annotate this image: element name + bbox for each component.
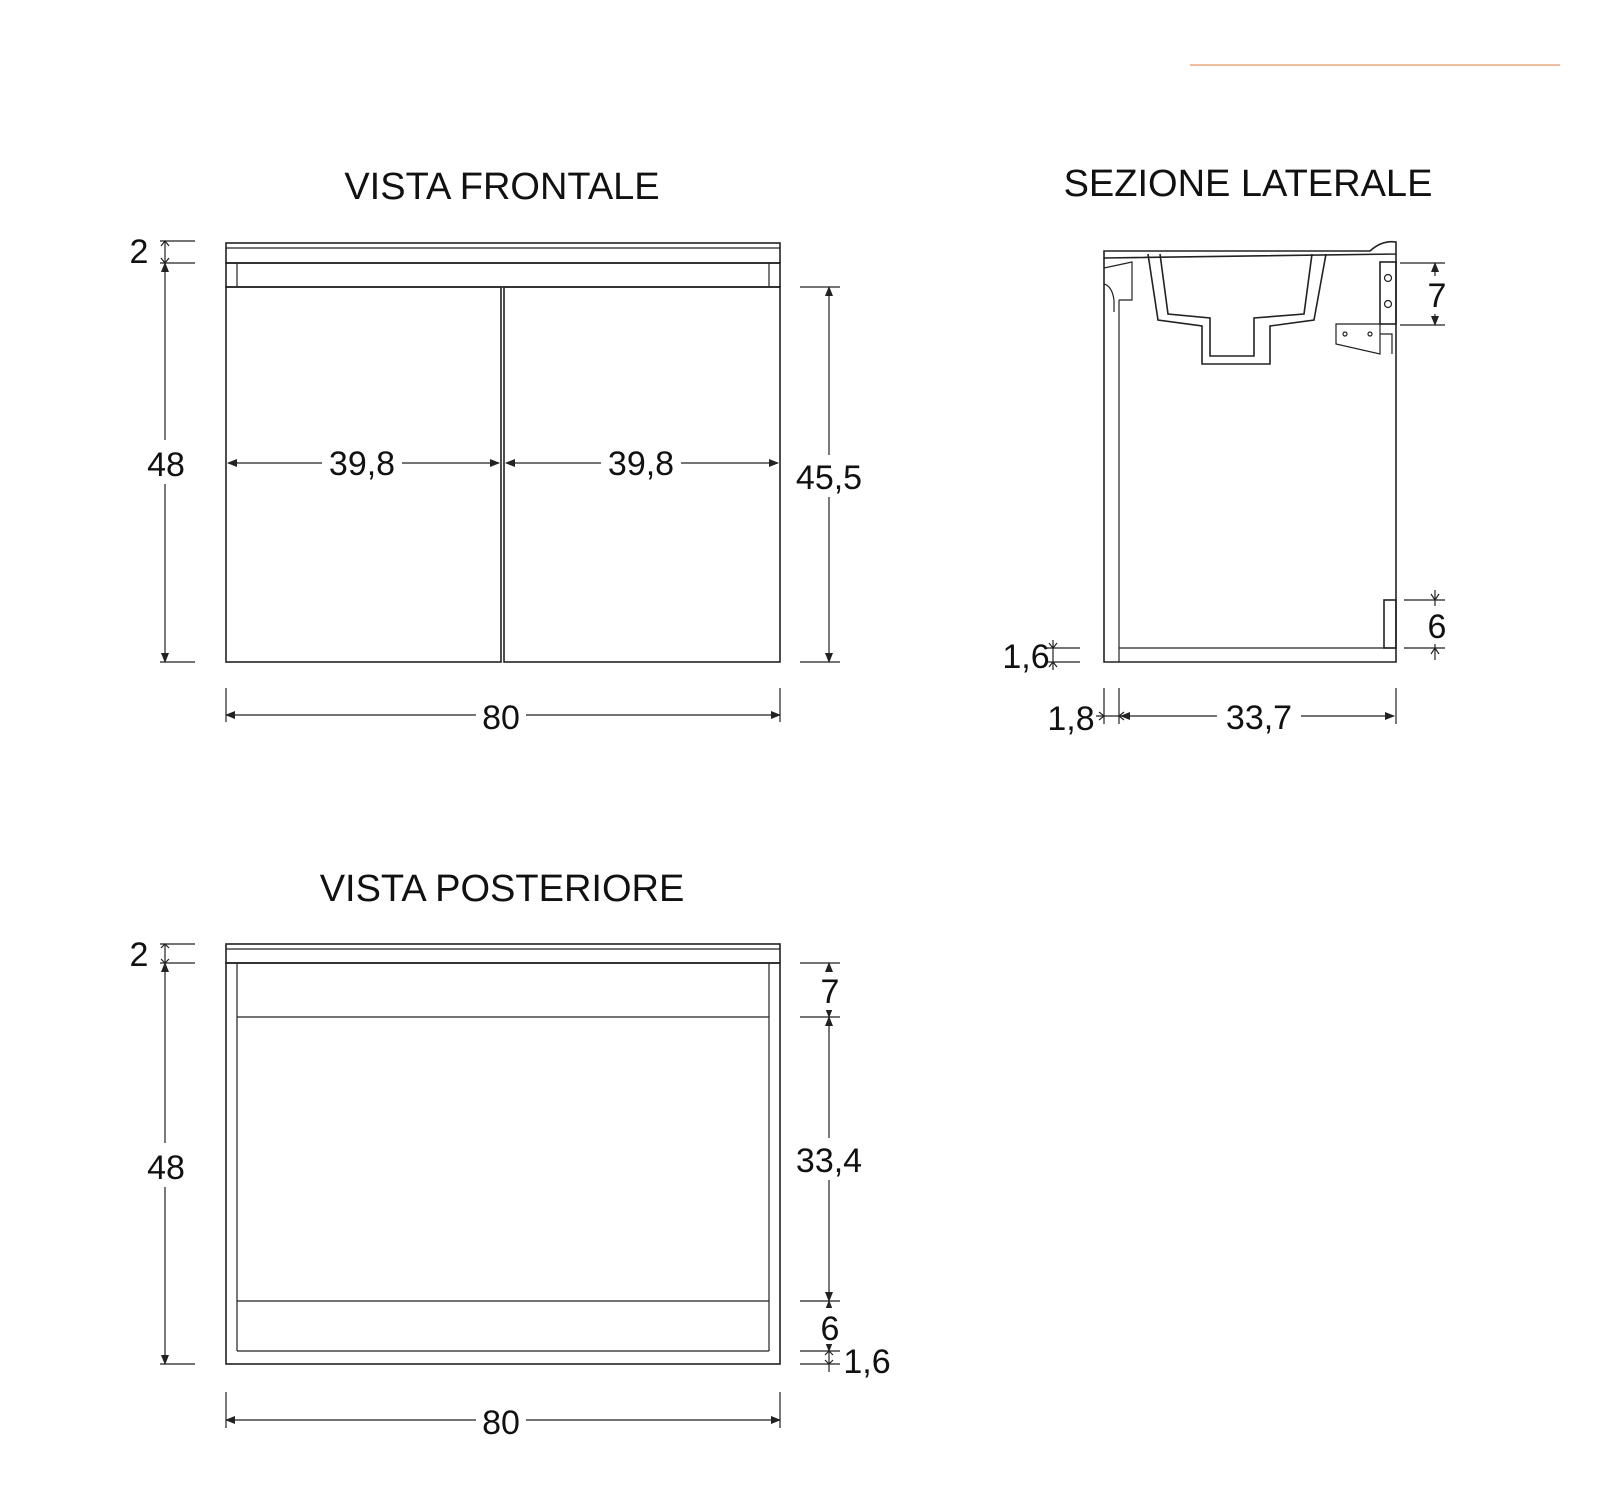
rear-view-title: VISTA POSTERIORE: [319, 868, 685, 910]
side-rail-hole-bottom: [1385, 301, 1392, 308]
side-bracket-hole-1: [1343, 332, 1347, 336]
front-dim-total-width: 80: [482, 699, 520, 737]
rear-dim-bottom-thickness: 1,6: [843, 1343, 891, 1381]
side-dim-bottom-thickness: 1,6: [1002, 638, 1050, 676]
side-body: [1104, 254, 1396, 662]
front-drawer-band: [226, 263, 780, 287]
front-dim-door-left-width: 39,8: [328, 445, 396, 483]
rear-dim-top-thickness: 2: [129, 936, 149, 974]
rear-dim-top-rail: 7: [820, 973, 840, 1011]
side-bottom-rail: [1384, 600, 1396, 648]
side-bracket-hole-2: [1368, 332, 1372, 336]
rear-dim-bottom-rail: 6: [820, 1310, 840, 1348]
front-dim-left-height: 48: [147, 446, 185, 484]
side-rail-hole-top: [1385, 275, 1392, 282]
rear-dim-left-height: 48: [147, 1149, 185, 1187]
rear-dim-back-panel: 33,4: [795, 1142, 863, 1180]
side-front-lip: [1104, 262, 1132, 312]
front-view-title: VISTA FRONTALE: [344, 166, 660, 208]
front-view: [130, 166, 870, 737]
rear-view: [130, 868, 891, 1442]
rear-body: [226, 963, 780, 1364]
front-dim-door-right-width: 39,8: [607, 445, 675, 483]
front-dim-door-height: 45,5: [795, 459, 863, 497]
front-dim-top-thickness: 2: [129, 233, 149, 271]
side-dim-rail-height: 7: [1427, 277, 1447, 315]
side-section: [1002, 163, 1452, 738]
side-dim-side-thickness: 1,8: [1047, 700, 1095, 738]
side-back-rail: [1380, 262, 1396, 324]
rear-dim-total-width: 80: [482, 1404, 520, 1442]
front-top-slab: [226, 243, 780, 263]
rear-top-slab: [226, 944, 780, 963]
side-basin: [1148, 254, 1326, 364]
side-section-title: SEZIONE LATERALE: [1063, 163, 1433, 205]
side-dim-inner-depth: 33,7: [1225, 699, 1293, 737]
side-dim-bottom-rail: 6: [1427, 608, 1447, 646]
side-wall-bracket: [1336, 324, 1392, 354]
